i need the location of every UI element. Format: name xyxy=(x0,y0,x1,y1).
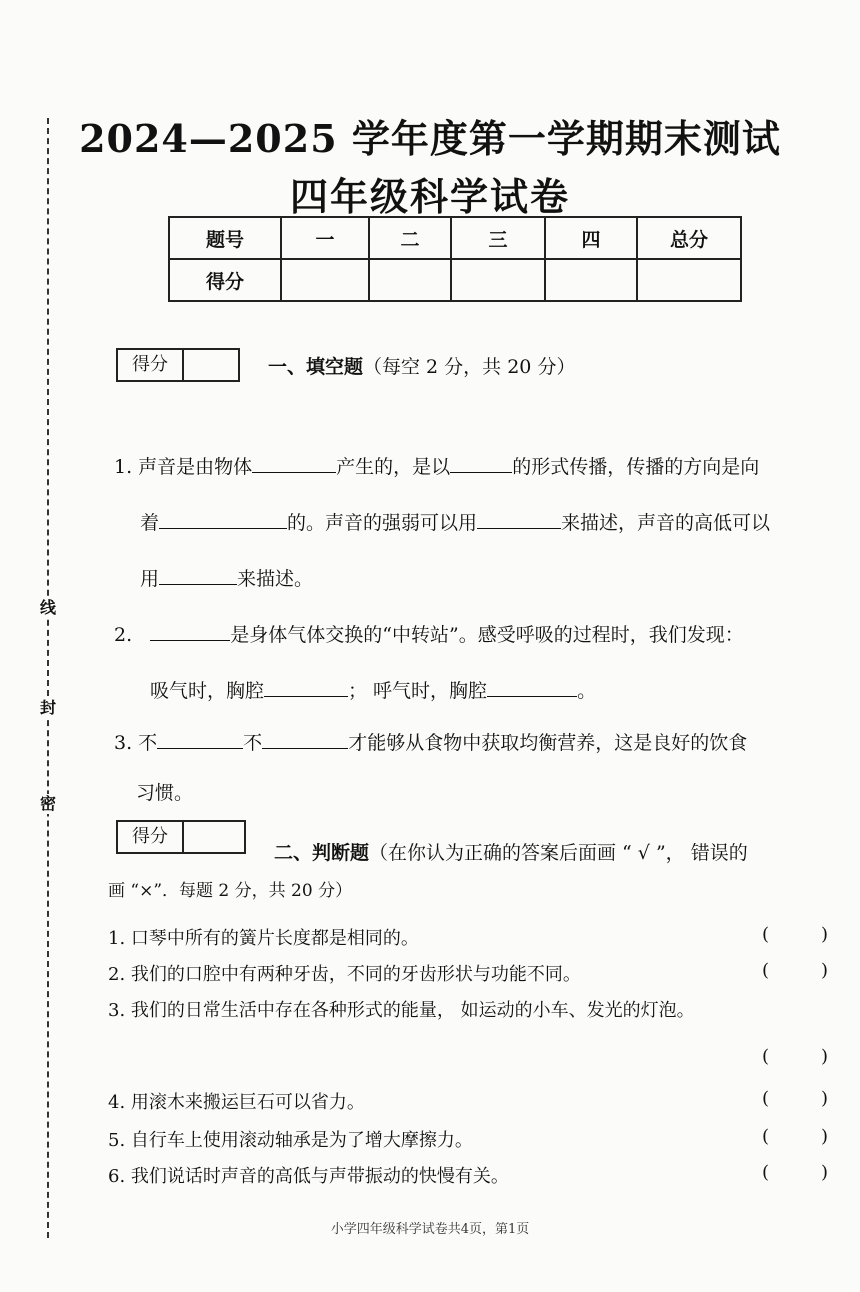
score-cell[interactable] xyxy=(451,259,545,301)
tf-item-5 xyxy=(108,1126,828,1152)
score-header-cell: 三 xyxy=(451,217,545,259)
binding-char-xian: 线 xyxy=(36,598,60,618)
q1-text: 着 xyxy=(140,512,160,534)
q3-text: 3. 不 xyxy=(114,732,158,754)
answer-paren[interactable]: ( ) xyxy=(762,960,828,981)
tf-question: 1. 口琴中所有的簧片长度都是相同的。 xyxy=(108,928,419,949)
score-table-score-row xyxy=(169,259,741,301)
tf-question: 3. 我们的日常生活中存在各种形式的能量， 如运动的小车、发光的灯泡。 xyxy=(108,1000,695,1021)
section1-score-box xyxy=(116,348,240,382)
score-box-label: 得分 xyxy=(118,350,184,380)
tf-question: 2. 我们的口腔中有两种牙齿，不同的牙齿形状与功能不同。 xyxy=(108,964,581,985)
score-header-cell: 总分 xyxy=(637,217,741,259)
blank[interactable] xyxy=(264,678,348,697)
q3-line1 xyxy=(114,728,747,755)
q3-text: 才能够从食物中获取均衡营养，这是良好的饮食 xyxy=(348,732,748,754)
score-header-cell: 题号 xyxy=(169,217,281,259)
score-header-cell: 二 xyxy=(369,217,451,259)
dashed-line xyxy=(47,118,49,1238)
q3-text: 习惯。 xyxy=(136,782,194,804)
blank[interactable] xyxy=(159,510,287,529)
page-footer: 小学四年级科学试卷共4页，第1页 xyxy=(330,1222,530,1237)
section2-heading xyxy=(274,838,748,865)
answer-paren[interactable]: ( ) xyxy=(762,1046,828,1067)
tf-item-1 xyxy=(108,924,828,950)
q1-text: 来描述，声音的高低可以 xyxy=(561,512,771,534)
binding-line xyxy=(36,118,60,1238)
blank[interactable] xyxy=(159,566,237,585)
q1-line3 xyxy=(140,564,313,591)
q2-number: 2. xyxy=(114,624,133,646)
section1-heading-text: 一、填空题 xyxy=(268,356,364,378)
answer-paren[interactable]: ( ) xyxy=(762,924,828,945)
blank[interactable] xyxy=(252,454,336,473)
section1-note: （每空 2 分，共 20 分） xyxy=(363,356,576,378)
blank[interactable] xyxy=(450,454,512,473)
score-header-cell: 四 xyxy=(545,217,637,259)
exam-title: 2024—2025 学年度第一学期期末测试 xyxy=(79,116,781,161)
blank[interactable] xyxy=(157,730,243,749)
score-cell[interactable] xyxy=(281,259,369,301)
answer-paren[interactable]: ( ) xyxy=(762,1088,828,1109)
exam-subtitle: 四年级科学试卷 xyxy=(289,174,570,219)
q2-text: 是身体气体交换的“中转站”。感受呼吸的过程时，我们发现： xyxy=(230,624,744,646)
q2-text: 。 xyxy=(577,680,597,702)
section1-heading xyxy=(268,352,575,379)
score-row-label: 得分 xyxy=(169,259,281,301)
section2-score-box xyxy=(116,820,246,854)
q1-text: 用 xyxy=(140,568,160,590)
binding-char-feng: 封 xyxy=(36,698,60,718)
q1-line1 xyxy=(114,452,759,479)
q1-text: 的形式传播，传播的方向是向 xyxy=(512,456,760,478)
q2-line1 xyxy=(114,620,744,647)
score-box-label: 得分 xyxy=(118,822,184,852)
section2-note: （在你认为正确的答案后面画 “ √ ”， 错误的 xyxy=(369,842,748,864)
q1-text: 产生的，是以 xyxy=(336,456,451,478)
tf-item-2 xyxy=(108,960,828,986)
score-cell[interactable] xyxy=(637,259,741,301)
q1-line2 xyxy=(140,508,770,535)
binding-char-mi: 密 xyxy=(36,794,60,814)
answer-paren[interactable]: ( ) xyxy=(762,1126,828,1147)
q3-line2 xyxy=(136,778,193,805)
score-header-cell: 一 xyxy=(281,217,369,259)
q3-text: 不 xyxy=(243,732,263,754)
tf-question: 6. 我们说话时声音的高低与声带振动的快慢有关。 xyxy=(108,1166,509,1187)
blank[interactable] xyxy=(262,730,348,749)
q1-text: 的。声音的强弱可以用 xyxy=(287,512,478,534)
section2-note-line2: 画 “×”．每题 2 分，共 20 分） xyxy=(108,881,353,901)
score-cell[interactable] xyxy=(545,259,637,301)
section2-heading-text: 二、判断题 xyxy=(274,842,370,864)
answer-paren[interactable]: ( ) xyxy=(762,1162,828,1183)
q1-text: 来描述。 xyxy=(237,568,314,590)
tf-item-4 xyxy=(108,1088,828,1114)
tf-question: 4. 用滚木来搬运巨石可以省力。 xyxy=(108,1092,365,1113)
tf-question: 5. 自行车上使用滚动轴承是为了增大摩擦力。 xyxy=(108,1130,473,1151)
blank[interactable] xyxy=(487,678,577,697)
tf-item-3 xyxy=(108,996,828,1022)
score-cell[interactable] xyxy=(369,259,451,301)
score-table-header-row xyxy=(169,217,741,259)
blank[interactable] xyxy=(477,510,561,529)
q1-text: 1. 声音是由物体 xyxy=(114,456,253,478)
score-box-blank[interactable] xyxy=(184,822,244,852)
q2-text: 吸气时，胸腔 xyxy=(150,680,265,702)
tf-item-6 xyxy=(108,1162,828,1188)
score-table xyxy=(168,216,742,302)
q2-text: ； 呼气时，胸腔 xyxy=(348,680,488,702)
score-box-blank[interactable] xyxy=(184,350,238,380)
blank[interactable] xyxy=(150,622,230,641)
q2-line2 xyxy=(150,676,596,703)
